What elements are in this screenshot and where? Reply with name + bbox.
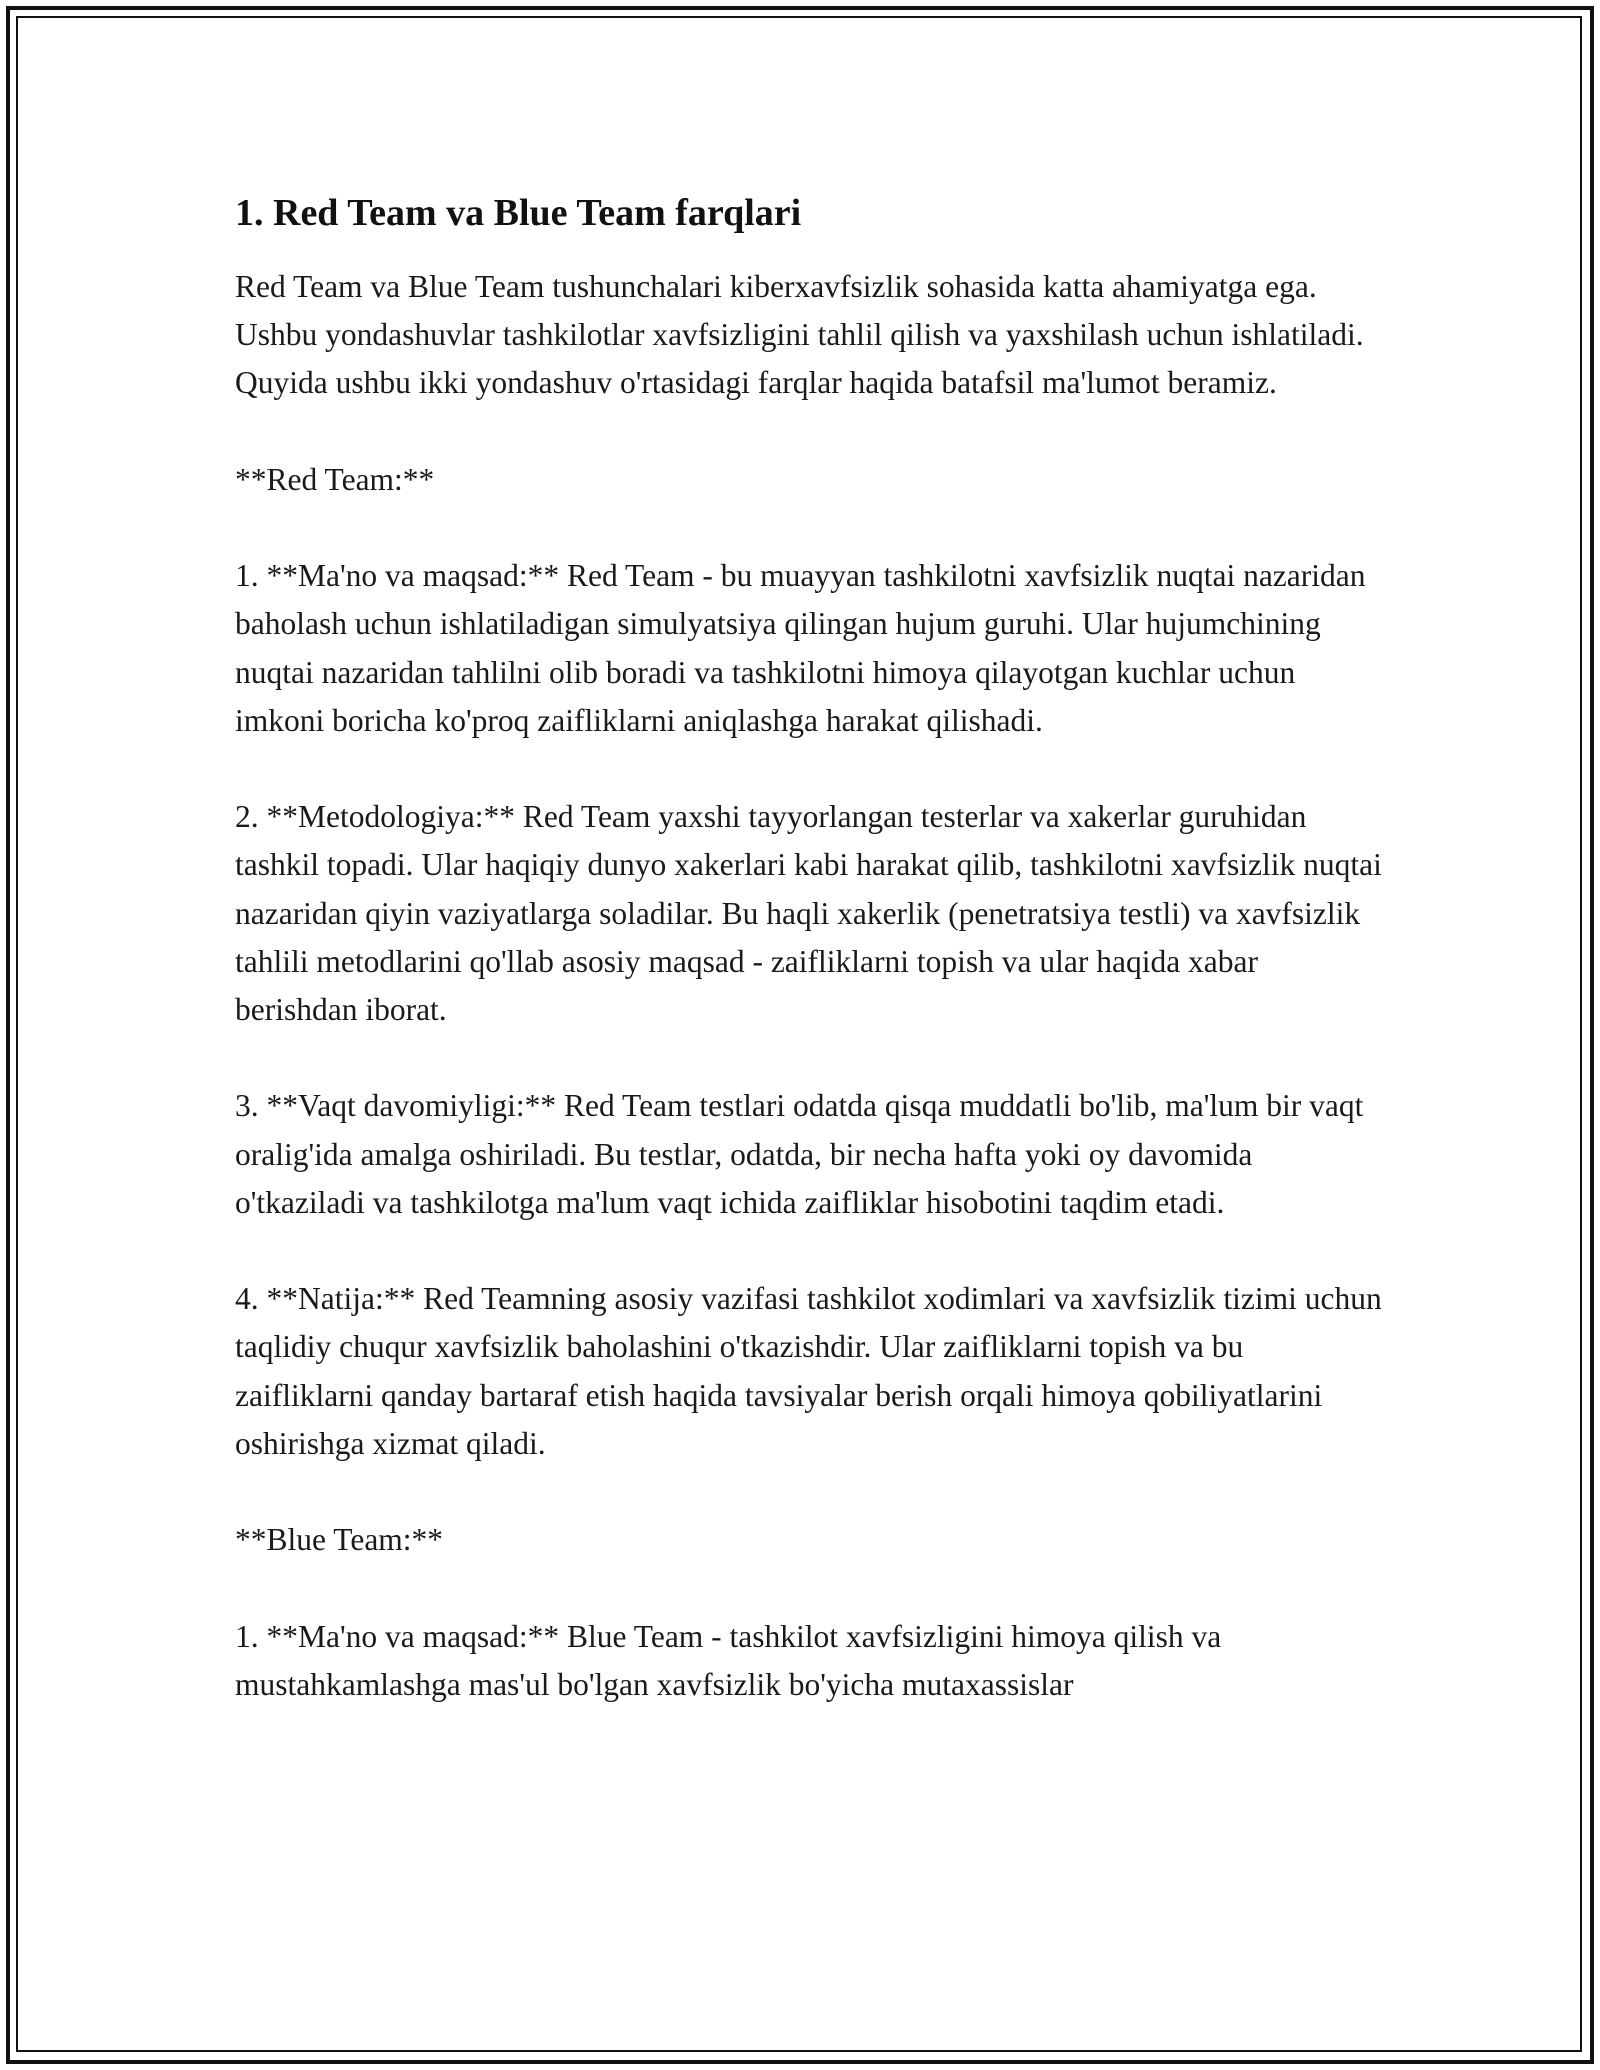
red-team-item-1: 1. **Ma'no va maqsad:** Red Team - bu muayyan tashkilotni xavfsizlik nuqtai nazaridan baholash uchun ishlatiladigan simulyatsiya qilingan hujum guruhi. Ular hujumchining nuqtai nazaridan tahlilni olib boradi va tashkilotni himoya qilayotgan kuchlar uchun imkoni boricha ko'proq zaifliklarni aniqlashga harakat qilishadi. [235,558,1366,738]
document-title: 1. Red Team va Blue Team farqlari [235,192,802,234]
blue-team-item-1: 1. **Ma'no va maqsad:** Blue Team - tashkilot xavfsizligini himoya qilish va mustahkamlashga mas'ul bo'lgan xavfsizlik bo'yicha mutaxassislar [235,1618,1222,1702]
intro-paragraph: Red Team va Blue Team tushunchalari kiberxavfsizlik sohasida katta ahamiyatga ega. Ushbu yondashuvlar tashkilotlar xavfsizligini tahlil qilish va yaxshilash uchun ishlatiladi. Quyida ushbu ikki yondashuv o'rtasidagi farqlar haqida batafsil ma'lumot beramiz. [235,269,1364,401]
red-team-item-2: 2. **Metodologiya:** Red Team yaxshi tayyorlangan testerlar va xakerlar guruhidan tashkil topadi. Ular haqiqiy dunyo xakerlari kabi harakat qilib, tashkilotni xavfsizlik nuqtai nazaridan qiyin vaziyatlarga soladilar. Bu haqli xakerlik (penetratsiya testli) va xavfsizlik tahlili metodlarini qo'llab asosiy maqsad - zaifliklarni topish va ular haqida xabar berishdan iborat. [235,799,1382,1027]
red-team-item-4: 4. **Natija:** Red Teamning asosiy vazifasi tashkilot xodimlari va xavfsizlik tizimi uchun taqlidiy chuqur xavfsizlik baholashini o'tkazishdir. Ular zaifliklarni topish va bu zaifliklarni qanday bartaraf etish haqida tavsiyalar berish orqali himoya qobiliyatlarini oshirishga xizmat qiladi. [235,1281,1382,1461]
red-team-item-3: 3. **Vaqt davomiyligi:** Red Team testlari odatda qisqa muddatli bo'lib, ma'lum bir vaqt oralig'ida amalga oshiriladi. Bu testlar, odatda, bir necha hafta yoki oy davomida o'tkaziladi va tashkilotga ma'lum vaqt ichida zaifliklar hisobotini taqdim etadi. [235,1088,1364,1220]
red-team-heading: **Red Team:** [235,461,435,497]
document-body [235,185,1385,1757]
blue-team-heading: **Blue Team:** [235,1522,444,1558]
